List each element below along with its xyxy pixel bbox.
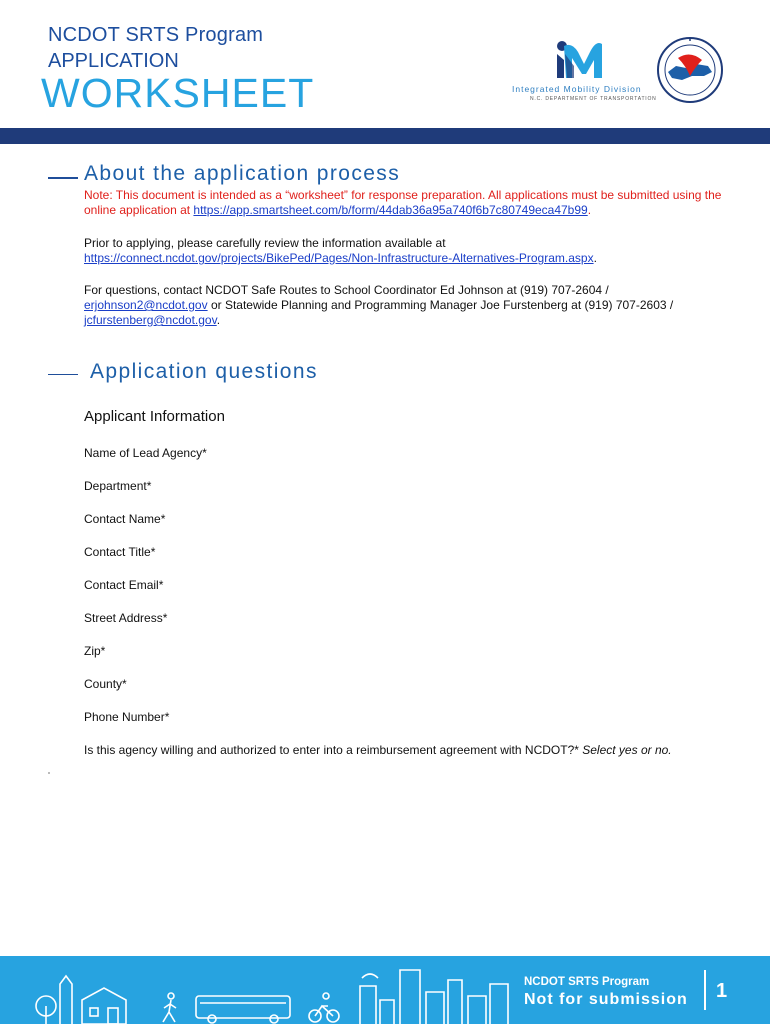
contact-paragraph [84, 283, 724, 328]
question-zip: Zip* [84, 644, 106, 658]
note-paragraph [84, 188, 724, 218]
footer-not-for-submission: Not for submission [524, 991, 688, 1008]
application-heading: Application questions [90, 360, 318, 383]
note-text: Note: This document is intended as a “worksheet” for response preparation. All applications must be submitted using the online application at [84, 188, 722, 217]
reimbursement-question-text: Is this agency willing and authorized to enter into a reimbursement agreement with NCDOT?* [84, 743, 583, 757]
note-end: . [587, 203, 592, 217]
ed-johnson-email-link[interactable]: erjohnson2@ncdot.gov [84, 298, 208, 312]
stray-mark [48, 772, 50, 774]
question-contact-email: Contact Email* [84, 578, 164, 592]
select-yes-no-hint: Select yes or no. [582, 743, 672, 757]
prior-end: . [593, 251, 597, 265]
question-department: Department* [84, 479, 152, 493]
contact-end: . [216, 313, 221, 327]
program-name: NCDOT SRTS Program [48, 24, 264, 46]
joe-furstenberg-email-link[interactable]: jcfurstenberg@ncdot.gov [84, 313, 217, 327]
footer-program-name: NCDOT SRTS Program [524, 976, 650, 988]
question-contact-name: Contact Name* [84, 512, 166, 526]
contact-text-2: or Statewide Planning and Programming Manager Joe Furstenberg at (919) 707-2603 / [207, 298, 674, 312]
city-skyline-illustration [0, 956, 520, 1024]
contact-text-1: For questions, contact NCDOT Safe Routes to School Coordinator Ed Johnson at (919) 707-2604 / [84, 283, 609, 297]
page-number: 1 [716, 980, 728, 1002]
smartsheet-form-link[interactable]: https://app.smartsheet.com/b/form/44dab36a95a740f6b7c80749eca47b99 [193, 203, 588, 217]
imd-logo-mark [512, 36, 652, 82]
question-lead-agency: Name of Lead Agency* [84, 446, 207, 460]
prior-paragraph [84, 236, 724, 266]
applicant-info-heading: Applicant Information [84, 408, 225, 425]
question-contact-title: Contact Title* [84, 545, 156, 559]
page-title: WORKSHEET [41, 70, 315, 116]
imd-logo-subtext: N.C. DEPARTMENT OF TRANSPORTATION [530, 96, 657, 102]
prior-text: Prior to applying, please carefully review the information available at [84, 236, 446, 250]
footer-divider [704, 970, 706, 1010]
application-label: APPLICATION [48, 50, 179, 72]
about-heading: About the application process [84, 162, 401, 185]
question-reimbursement-agreement [84, 743, 672, 757]
question-street-address: Street Address* [84, 611, 168, 625]
nc-dot-seal-icon [656, 36, 724, 104]
imd-logo-text: Integrated Mobility Division [512, 84, 642, 94]
footer-band [0, 956, 770, 1024]
header-band [0, 128, 770, 144]
question-county: County* [84, 677, 127, 691]
section-divider [48, 374, 78, 375]
imd-logo [512, 36, 657, 106]
section-divider [48, 177, 78, 179]
ncdot-connect-link[interactable]: https://connect.ncdot.gov/projects/BikePed/Pages/Non-Infrastructure-Alternatives-Program.aspx [84, 251, 594, 265]
question-phone-number: Phone Number* [84, 710, 170, 724]
